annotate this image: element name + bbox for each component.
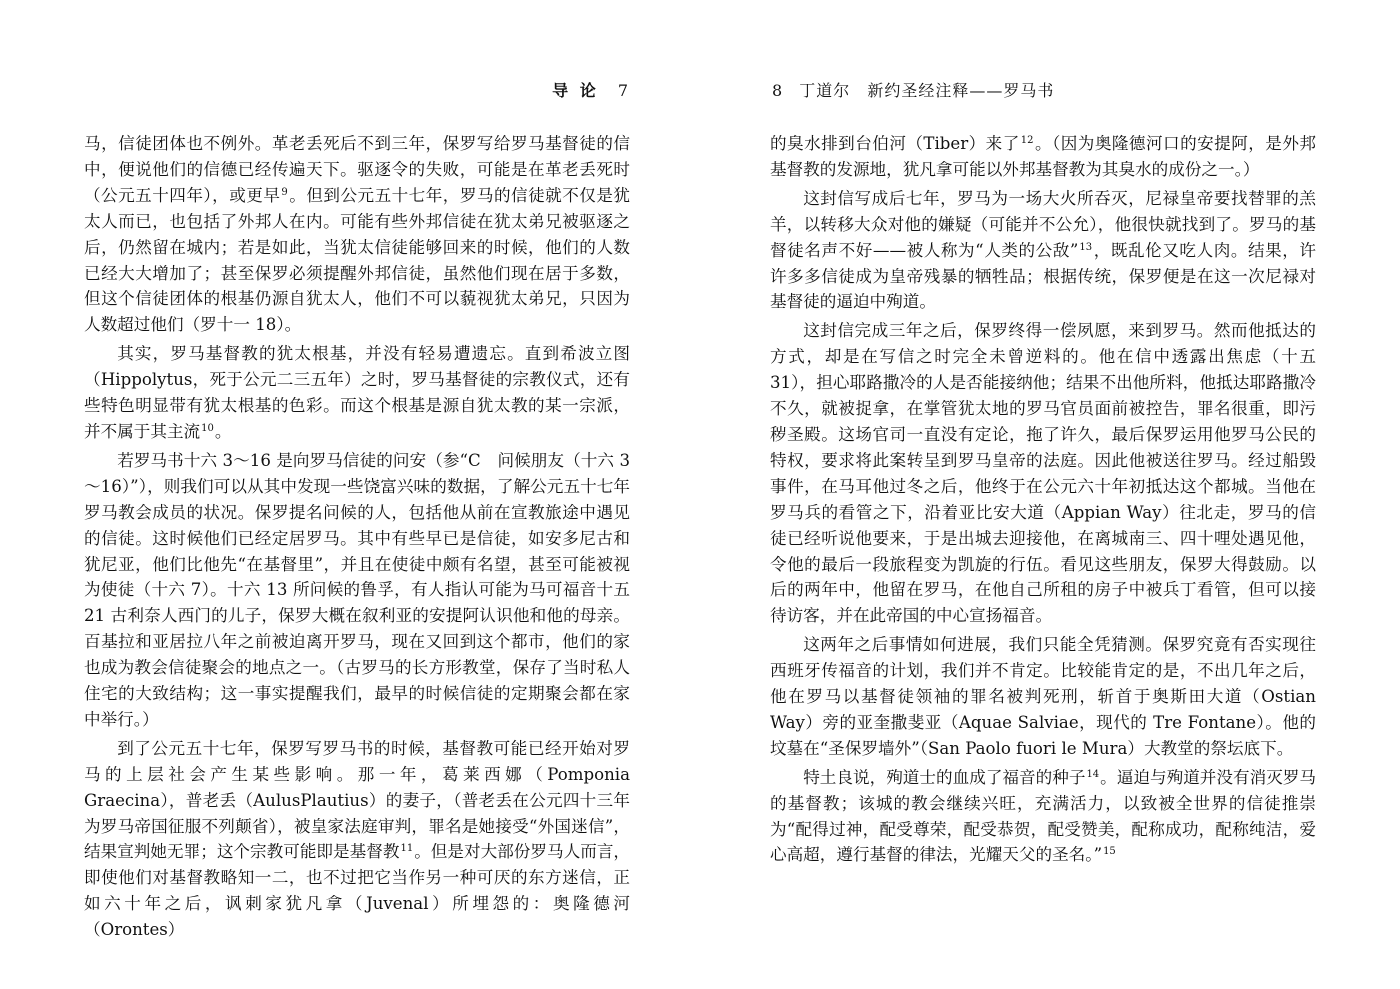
paragraph <box>770 186 1316 316</box>
paragraph-text: 这两年之后事情如何进展，我们只能全凭猜测。保罗究竟有否实现往西班牙传福音的计划，我们并不肯定。比较能肯定的是，不出几年之后，他在罗马以基督徒领袖的罪名被判死刑，斩首于奥斯田大道（Ostian Way）旁的亚奎撒斐亚（Aquae Salviae，现代的 Tre Fontane）。他的坟墓在“圣保罗墙外”（San Paolo fuori le Mura）大教堂的祭坛底下。 <box>770 635 1316 758</box>
running-header <box>552 80 628 102</box>
paragraph-text: 。 <box>214 421 232 441</box>
chapter-title: 导 论 <box>552 81 599 100</box>
book-author: 丁道尔 <box>799 81 851 100</box>
paragraph-text: 这封信写成后七年，罗马为一场大火所吞灭，尼禄皇帝要找替罪的羔羊，以转移大众对他的嫌疑（可能并不公允），他很快就找到了。罗马的基督徒名声不好——被人称为“人类的公敌” <box>770 188 1316 260</box>
paragraph <box>770 131 1316 183</box>
running-header <box>772 80 1054 102</box>
paragraph-text: 。但到公元五十七年，罗马的信徒就不仅是犹太人而已，也包括了外邦人在内。可能有些外邦信徒在犹太弟兄被驱逐之后，仍然留在城内；若是如此，当犹太信徒能够回来的时候，他们的人数已经大大增加了；甚至保罗必须提醒外邦信徒，虽然他们现在居于多数，但这个信徒团体的根基仍源自犹太人，他们不可以藐视犹太弟兄，只因为人数超过他们（罗十一 18）。 <box>84 185 630 335</box>
footnote-marker[interactable]: 10 <box>201 422 214 434</box>
page-number: 7 <box>617 81 628 100</box>
footnote-marker[interactable]: 9 <box>281 186 288 198</box>
paragraph-text: 马，信徒团体也不例外。革老丢死后不到三年，保罗写给罗马基督徒的信中，便说他们的信德已经传遍天下。驱逐令的失败，可能是在革老丢死时（公元五十四年），或更早 <box>84 134 630 205</box>
paragraph <box>770 318 1316 629</box>
paragraph <box>84 448 630 733</box>
footnote-marker[interactable]: 15 <box>1103 846 1116 858</box>
page-body-text <box>770 131 1316 871</box>
page-number: 8 <box>772 81 783 100</box>
paragraph <box>84 341 630 445</box>
paragraph-text: 到了公元五十七年，保罗写罗马书的时候，基督教可能已经开始对罗马的上层社会产生某些影响。那一年，葛莱西娜（Pomponia Graecina），普老丢（AulusPlautius）的妻子，（普老丢在公元四十三年为罗马帝国征服不列颠省），被皇家法庭审判，罪名是她接受“外国迷信”，结果宣判她无罪；这个宗教可能即是基督教 <box>84 738 630 862</box>
paragraph-text: 若罗马书十六 3～16 是向罗马信徒的问安（参“C 问候朋友（十六 3～16）”），则我们可以从其中发现一些饶富兴味的数据，了解公元五十七年罗马教会成员的状况。保罗提名问候的人，包括他从前在宣教旅途中遇见的信徒。这时候他们已经定居罗马。其中有些早已是信徒，如安多尼古和犹尼亚，他们比他先“在基督里”，并且在使徒中颇有名望，甚至可能被视为使徒（十六 7）。十六 13 所问候的鲁孚，有人指认可能为马可福音十五 21 古利奈人西门的儿子，保罗大概在叙利亚的安提阿认识他和他的母亲。百基拉和亚居拉八年之前被迫离开罗马，现在又回到这个都市，他们的家也成为教会信徒聚会的地点之一。（古罗马的长方形教堂，保存了当时私人住宅的大致结构；这一事实提醒我们，最早的时候信徒的定期聚会都在家中举行。） <box>84 450 630 729</box>
paragraph-text: 。（因为奥隆德河口的安提阿，是外邦基督教的发源地，犹凡拿可能以外邦基督教为其臭水的成份之一。） <box>770 134 1316 179</box>
paragraph-text: 特土良说，殉道士的血成了福音的种子 <box>803 767 1086 787</box>
paragraph-text: ，既乱伦又吃人肉。结果，许许多多信徒成为皇帝残暴的牺牲品；根据传统，保罗便是在这一次尼禄对基督徒的逼迫中殉道。 <box>770 240 1317 312</box>
paragraph <box>84 736 630 943</box>
footnote-marker[interactable]: 14 <box>1086 768 1100 780</box>
book-series-title: 新约圣经注释——罗马书 <box>867 81 1055 100</box>
right-page <box>700 0 1400 989</box>
page-body-text <box>84 131 630 946</box>
paragraph-text: 。但是对大部份罗马人而言，即使他们对基督教略知一二，也不过把它当作另一种可厌的东方迷信，正如六十年之后，讽刺家犹凡拿（Juvenal）所埋怨的：奥隆德河（Orontes） <box>84 842 631 940</box>
paragraph <box>770 765 1316 869</box>
paragraph <box>84 131 630 338</box>
paragraph-text: 这封信完成三年之后，保罗终得一偿夙愿，来到罗马。然而他抵达的方式，却是在写信之时完全未曾逆料的。他在信中透露出焦虑（十五 31），担心耶路撒冷的人是否能接纳他；结果不出他所料，他抵达耶路撒冷不久，就被捉拿，在掌管犹太地的罗马官员面前被控告，罪名很重，即污秽圣殿。这场官司一直没有定论，拖了许久，最后保罗运用他罗马公民的特权，要求将此案转呈到罗马皇帝的法庭。因此他被送往罗马。经过船毁事件，在马耳他过冬之后，他终于在公元六十年初抵达这个都城。当他在罗马兵的看管之下，沿着亚比安大道（Appian Way）往北走，罗马的信徒已经听说他要来，于是出城去迎接他，在离城南三、四十哩处遇见他，令他的最后一段旅程变为凯旋的行伍。看见这些朋友，保罗大得鼓励。以后的两年中，他留在罗马，在他自己所租的房子中被兵丁看管，但可以接待访客，并在此帝国的中心宣扬福音。 <box>770 321 1316 626</box>
paragraph <box>770 632 1316 762</box>
footnote-marker[interactable]: 11 <box>400 843 414 855</box>
paragraph-text: 的臭水排到台伯河（Tiber）来了 <box>770 134 1020 153</box>
footnote-marker[interactable]: 13 <box>1079 241 1093 253</box>
footnote-marker[interactable]: 12 <box>1020 135 1034 146</box>
paragraph-text: 其实，罗马基督教的犹太根基，并没有轻易遭遗忘。直到希波立图（Hippolytus，死于公元二三五年）之时，罗马基督徒的宗教仪式，还有些特色明显带有犹太根基的色彩。而这个根基是源自犹太教的某一宗派，并不属于其主流 <box>84 344 630 441</box>
paragraph-text: 。逼迫与殉道并没有消灭罗马的基督教；该城的教会继续兴旺，充满活力，以致被全世界的信徒推崇为“配得过神，配受尊荣，配受恭贺，配受赞美，配称成功，配称纯洁，爱心高超，遵行基督的律法，光耀天父的圣名。” <box>770 767 1317 865</box>
